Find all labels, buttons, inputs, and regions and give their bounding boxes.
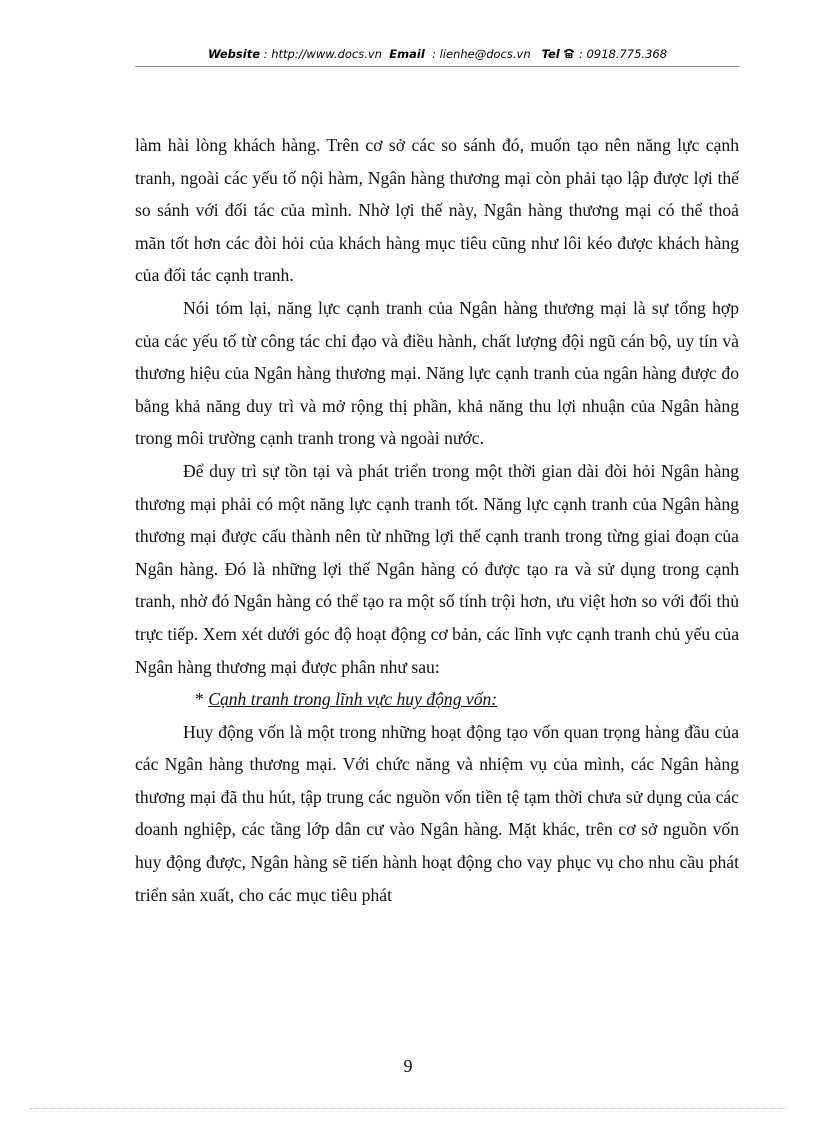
subheading-text: Cạnh tranh trong lĩnh vực huy động vốn: [208, 689, 498, 710]
page-number: 9 [403, 1056, 413, 1076]
page-header [135, 47, 740, 61]
website-label: Website [207, 47, 261, 61]
paragraph-3: Để duy trì sự tồn tại và phát triển trong một thời gian dài đòi hỏi Ngân hàng thương mại phải có một năng lực cạnh tranh tốt. Năng lực cạnh tranh của Ngân hàng thương mại được cấu thành nên từ những lợi thế cạnh tranh trong từng giai đoạn của Ngân hàng. Đó là những lợi thế Ngân hàng có được tạo ra và sử dụng trong cạnh tranh, nhờ đó Ngân hàng có thể tạo ra một số tính trội hơn, ưu việt hơn so với đối thủ trực tiếp. Xem xét dưới góc độ hoạt động cơ bản, các lĩnh vực cạnh tranh chủ yếu của Ngân hàng thương mại được phân như sau: [135, 460, 739, 677]
email-value: : lienhe@docs.vn [432, 47, 531, 61]
paragraph-1: làm hài lòng khách hàng. Trên cơ sở các so sánh đó, muốn tạo nên năng lực cạnh tranh, ngoài các yếu tố nội hàm, Ngân hàng thương mại còn phải tạo lập được lợi thế so sánh với đối tác của mình. Nhờ lợi thế này, Ngân hàng thương mại có thể thoả mãn tốt hơn các đòi hỏi của khách hàng mục tiêu cũng như lôi kéo được khách hàng của đối tác cạnh tranh. [135, 135, 739, 286]
email-label: Email [389, 47, 425, 61]
paragraph-4: Huy động vốn là một trong những hoạt động tạo vốn quan trọng hàng đầu của các Ngân hàng thương mại. Với chức năng và nhiệm vụ của mình, các Ngân hàng thương mại đã thu hút, tập trung các nguồn vốn tiền tệ tạm thời chưa sử dụng của các doanh nghiệp, các tầng lớp dân cư vào Ngân hàng. Mặt khác, trên cơ sở nguồn vốn huy động được, Ngân hàng sẽ tiến hành hoạt động cho vay phục vụ cho nhu cầu phát triển sản xuất, cho các mục tiêu phát [135, 721, 739, 905]
header-divider [135, 66, 740, 67]
phone-icon [563, 47, 579, 61]
subheading-bullet: * [195, 689, 209, 710]
website-value: : http://www.docs.vn [263, 47, 382, 61]
section-subheading [135, 683, 739, 716]
document-body [135, 129, 739, 911]
tel-value: : 0918.775.368 [579, 47, 668, 61]
paragraph-2: Nói tóm lại, năng lực cạnh tranh của Ngân hàng thương mại là sự tổng hợp của các yếu tố từ công tác chỉ đạo và điều hành, chất lượng đội ngũ cán bộ, uy tín và thương hiệu của Ngân hàng thương mại. Năng lực cạnh tranh của ngân hàng được đo bằng khả năng duy trì và mở rộng thị phần, khả năng thu lợi nhuận của Ngân hàng trong môi trường cạnh tranh trong và ngoài nước. [135, 297, 739, 449]
tel-label: Tel [541, 47, 560, 61]
footer-divider [30, 1108, 786, 1109]
